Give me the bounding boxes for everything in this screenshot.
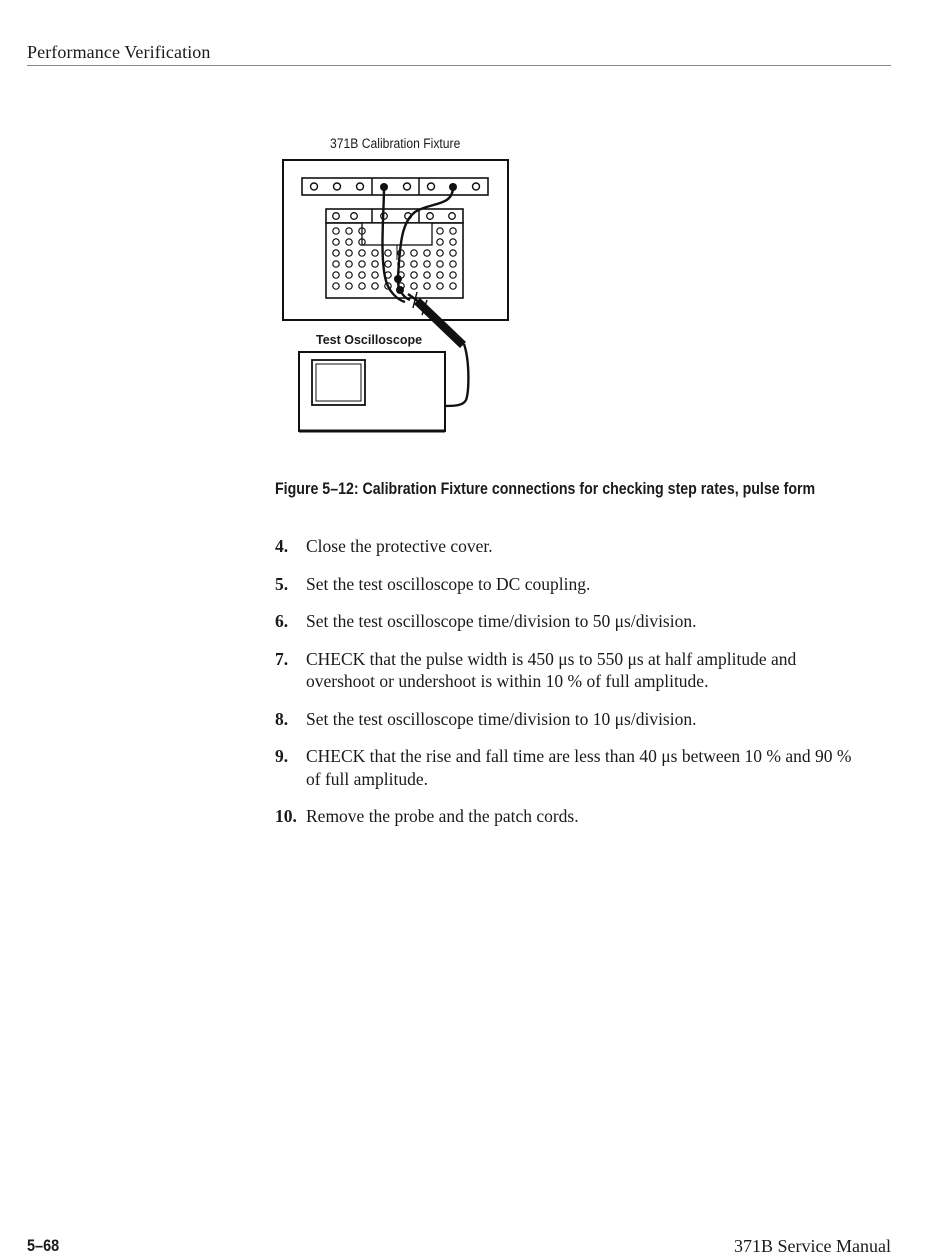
- procedure-step: [275, 805, 865, 828]
- step-number: 4.: [275, 536, 289, 556]
- procedure-step: [275, 708, 865, 731]
- step-number: 10.: [275, 806, 297, 826]
- cord-plug-1: [380, 183, 388, 191]
- procedure-steps: [275, 535, 865, 843]
- procedure-step: [275, 648, 865, 693]
- step-text: CHECK that the rise and fall time are less than 40 μs between 10 % and 90 % of full amplitude.: [306, 746, 852, 789]
- cord-plug-2: [449, 183, 457, 191]
- terminal-strip-middle: [326, 209, 463, 223]
- step-text: Remove the probe and the patch cords.: [306, 806, 579, 826]
- procedure-step: [275, 535, 865, 558]
- page-number: 5–68: [27, 1236, 60, 1255]
- step-number: 6.: [275, 611, 289, 631]
- procedure-step: [275, 745, 865, 790]
- step-text: Set the test oscilloscope to DC coupling.: [306, 573, 591, 594]
- step-text: CHECK that the pulse width is 450 μs to 550 μs at half amplitude and overshoot or undershoot is within 10 % of full amplitude.: [306, 648, 797, 691]
- running-head: Performance Verification: [27, 42, 211, 62]
- procedure-step: [275, 573, 865, 596]
- step-number: 7.: [275, 648, 289, 669]
- oscilloscope-label: Test Oscilloscope: [316, 333, 423, 347]
- header-rule: [27, 65, 891, 66]
- step-text: Set the test oscilloscope time/division to 10 μs/division.: [306, 708, 697, 729]
- figure-caption: Figure 5–12: Calibration Fixture connections for checking step rates, pulse form: [275, 480, 816, 498]
- step-text: Close the protective cover.: [306, 536, 493, 556]
- fixture-diagram: [280, 132, 520, 442]
- fixture-label: 371B Calibration Fixture: [330, 136, 461, 151]
- step-number: 5.: [275, 573, 289, 594]
- step-text: Set the test oscilloscope time/division to 50 μs/division.: [306, 611, 697, 631]
- manual-title: 371B Service Manual: [734, 1236, 891, 1256]
- terminal-strip-top: [302, 178, 488, 195]
- step-number: 8.: [275, 708, 289, 729]
- step-number: 9.: [275, 746, 289, 766]
- calibration-fixture-figure: [280, 132, 520, 442]
- procedure-step: [275, 610, 865, 633]
